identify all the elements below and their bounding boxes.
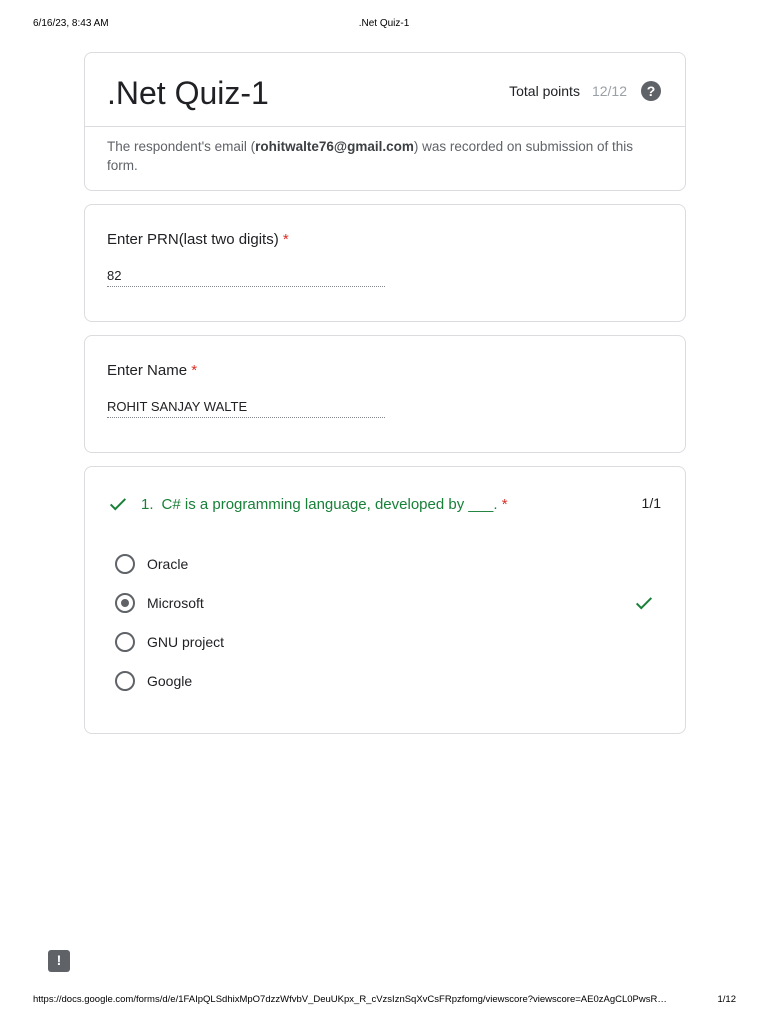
total-points-value: 12/12 bbox=[591, 83, 627, 99]
form-title: .Net Quiz-1 bbox=[107, 75, 269, 111]
name-label-text: Enter Name bbox=[107, 362, 188, 379]
print-date: 6/16/23, 8:43 AM bbox=[33, 18, 109, 29]
required-mark: * bbox=[191, 362, 198, 379]
radio-unselected-icon[interactable] bbox=[115, 632, 135, 652]
name-answer: ROHIT SANJAY WALTE bbox=[107, 399, 385, 418]
question-1-header bbox=[107, 493, 508, 515]
correct-answer-check-icon bbox=[633, 592, 655, 614]
option-label: Oracle bbox=[147, 556, 189, 572]
option-gnu-project[interactable] bbox=[115, 632, 224, 652]
option-oracle[interactable] bbox=[115, 554, 188, 574]
radio-unselected-icon[interactable] bbox=[115, 554, 135, 574]
total-points bbox=[509, 81, 661, 101]
prn-question-label bbox=[107, 231, 289, 248]
option-label: Google bbox=[147, 673, 193, 689]
correct-check-icon bbox=[107, 493, 129, 515]
print-header bbox=[0, 18, 768, 32]
email-note-prefix: The respondent's email ( bbox=[107, 139, 256, 154]
form-header-card bbox=[84, 52, 686, 191]
prn-question-card bbox=[84, 204, 686, 322]
question-1-card bbox=[84, 466, 686, 734]
option-microsoft[interactable] bbox=[115, 593, 204, 613]
question-1-score: 1/1 bbox=[641, 495, 661, 511]
required-mark: * bbox=[282, 231, 289, 248]
total-points-label: Total points bbox=[509, 83, 580, 99]
form-title-row bbox=[85, 53, 685, 127]
page-url: https://docs.google.com/forms/d/e/1FAIpQLSdhixMpO7dzzWfvbV_DeuUKpx_R_cVzsIznSqXvCsFRpzfomg/viewscore?viewscore=AE0zAgCL0PwsR… bbox=[33, 994, 667, 1005]
question-1-text: C# is a programming language, developed by ___. bbox=[161, 495, 498, 513]
name-question-card bbox=[84, 335, 686, 453]
option-label: Microsoft bbox=[147, 595, 204, 611]
report-feedback-icon[interactable]: ! bbox=[48, 950, 70, 972]
prn-label-text: Enter PRN(last two digits) bbox=[107, 231, 279, 248]
page-number: 1/12 bbox=[717, 994, 736, 1005]
respondent-email: rohitwalte76@gmail.com bbox=[255, 139, 414, 154]
name-question-label bbox=[107, 362, 197, 379]
radio-unselected-icon[interactable] bbox=[115, 671, 135, 691]
radio-selected-icon[interactable] bbox=[115, 593, 135, 613]
help-icon[interactable]: ? bbox=[641, 81, 661, 101]
option-google[interactable] bbox=[115, 671, 192, 691]
question-1-number: 1. bbox=[141, 495, 154, 513]
prn-answer: 82 bbox=[107, 268, 385, 287]
print-footer bbox=[0, 994, 768, 1008]
email-note bbox=[107, 137, 657, 175]
print-title: .Net Quiz-1 bbox=[358, 18, 410, 29]
email-note-suffix: ) was recorded on submission of this form. bbox=[107, 139, 633, 173]
option-label: GNU project bbox=[147, 634, 225, 650]
required-mark: * bbox=[501, 495, 508, 513]
